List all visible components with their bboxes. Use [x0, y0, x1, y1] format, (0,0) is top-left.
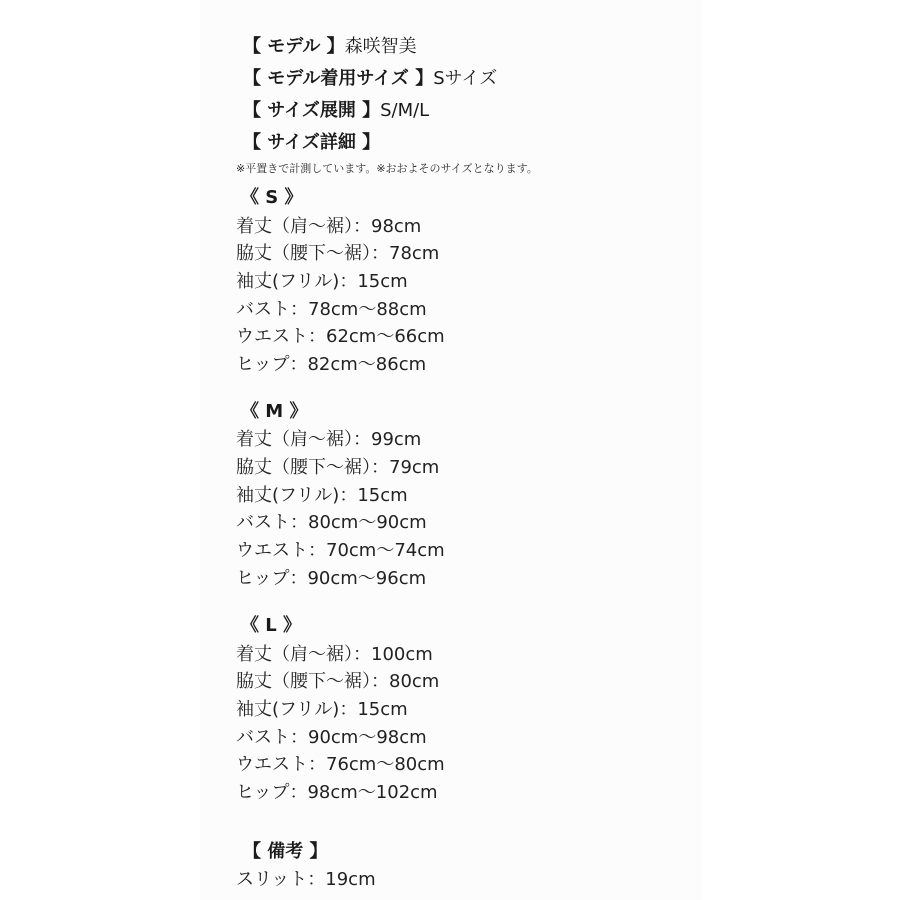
size-l-heading: 《 L 》: [241, 615, 302, 636]
size-l-row: ヒップ：98cm〜102cm: [236, 782, 438, 803]
worn-size-value: Sサイズ: [433, 68, 498, 89]
size-l-row: バスト：90cm〜98cm: [236, 727, 427, 748]
size-range-line: [243, 102, 429, 120]
model-label: 【 モデル 】: [243, 36, 345, 57]
size-detail-line: [243, 134, 380, 152]
model-value: 森咲智美: [344, 36, 417, 57]
size-m-heading: 《 M 》: [241, 401, 308, 422]
size-s-row: 着丈（肩〜裾）：98cm: [236, 216, 422, 237]
size-range-value: S/M/L: [380, 100, 430, 121]
size-m-row: 脇丈（腰下〜裾）：79cm: [236, 457, 440, 478]
size-detail-label: 【 サイズ詳細 】: [243, 132, 381, 153]
worn-size-label: 【 モデル着用サイズ 】: [243, 68, 434, 89]
size-m-row: 袖丈(フリル)：15cm: [236, 485, 408, 506]
size-s-row: 脇丈（腰下〜裾）：78cm: [236, 243, 440, 264]
size-s-row: ヒップ：82cm〜86cm: [236, 354, 427, 375]
size-range-label: 【 サイズ展開 】: [243, 100, 381, 121]
size-s-row: バスト：78cm〜88cm: [236, 299, 427, 320]
size-l-row: ウエスト：76cm〜80cm: [236, 754, 445, 775]
size-l-row: 着丈（肩〜裾）：100cm: [236, 644, 433, 665]
size-s-heading: 《 S 》: [241, 187, 303, 208]
size-m-row: バスト：80cm〜90cm: [236, 512, 427, 533]
remarks-label: 【 備考 】: [243, 841, 328, 862]
model-line: [243, 38, 417, 56]
size-s-row: 袖丈(フリル)：15cm: [236, 271, 408, 292]
remarks-line: [243, 843, 328, 861]
size-m-row: 着丈（肩〜裾）：99cm: [236, 429, 422, 450]
size-m-row: ヒップ：90cm〜96cm: [236, 568, 427, 589]
size-s-row: ウエスト：62cm〜66cm: [236, 326, 445, 347]
size-l-row: 脇丈（腰下〜裾）：80cm: [236, 671, 440, 692]
size-l-row: 袖丈(フリル)：15cm: [236, 699, 408, 720]
measurement-note: ※平置きで計測しています。※おおよそのサイズとなります。: [236, 162, 538, 175]
slit-row: スリット：19cm: [236, 869, 376, 890]
size-m-row: ウエスト：70cm〜74cm: [236, 540, 445, 561]
worn-size-line: [243, 70, 497, 88]
